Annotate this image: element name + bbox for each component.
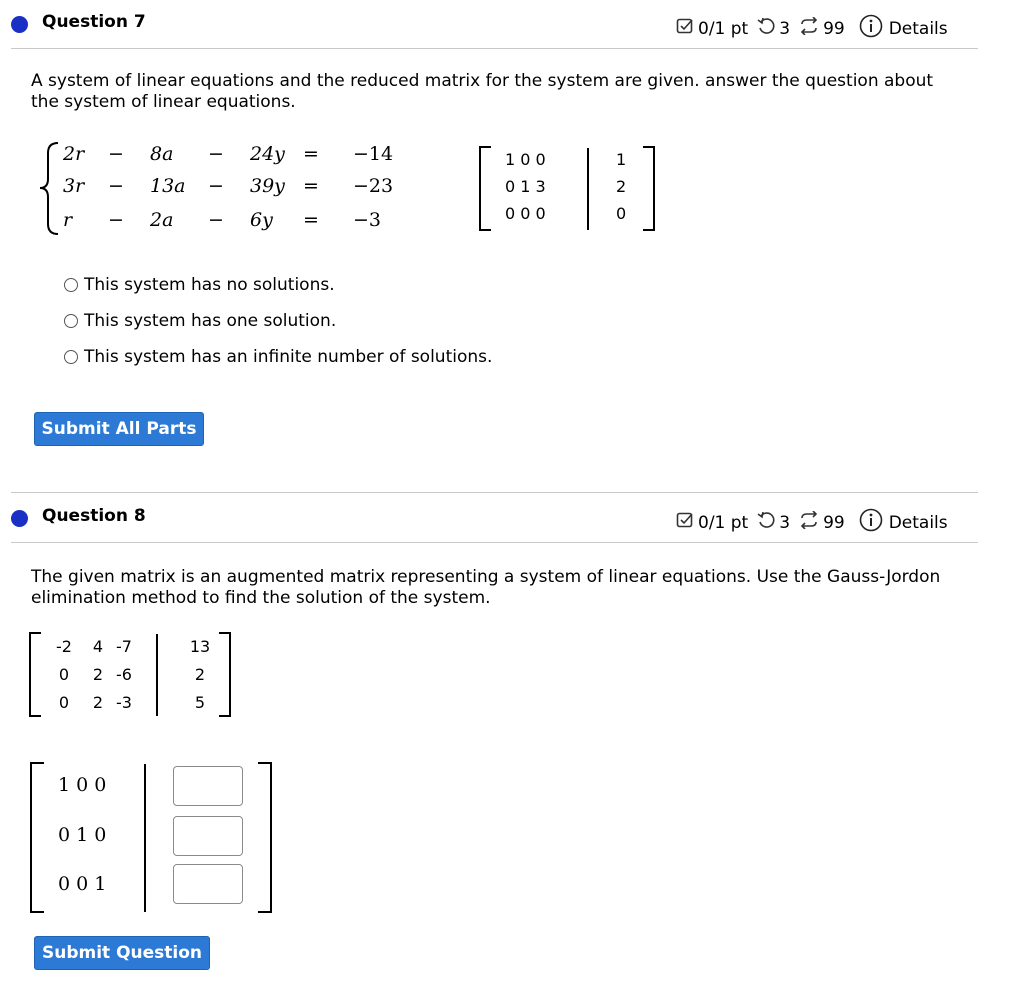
equation-term: 2a [150, 209, 174, 231]
option-no-solutions[interactable] [64, 275, 492, 295]
submit-question-button[interactable]: Submit Question [34, 936, 210, 970]
repeat-icon [799, 17, 819, 40]
question-7-title: Question 7 [42, 12, 146, 32]
radio-button[interactable] [64, 314, 78, 328]
repeat-icon [799, 511, 819, 534]
option-label: This system has no solutions. [84, 275, 335, 295]
given-const: 13 [189, 637, 211, 656]
answer-input-2[interactable] [173, 816, 243, 856]
equation-term: − [208, 209, 224, 231]
equation-term: 3r [63, 175, 85, 197]
reduced-const: 2 [616, 177, 627, 196]
given-coeff: -2 [56, 637, 72, 656]
given-matrix [29, 632, 231, 717]
radio-button[interactable] [64, 278, 78, 292]
score-text: 0/1 pt [698, 512, 749, 533]
reduced-matrix [479, 146, 655, 231]
equation-term: − [108, 209, 124, 231]
given-coeff: 0 [58, 665, 70, 684]
question-7-meta [676, 14, 948, 43]
checkbox-icon [676, 17, 694, 40]
question-8-prompt: The given matrix is an augmented matrix representing a system of linear equations. Use the Gauss-Jordon elimination method to find the solution of the system. [31, 567, 941, 608]
left-bracket [30, 762, 44, 913]
equation-term: −23 [353, 175, 394, 197]
given-coeff: -6 [116, 665, 132, 684]
augment-line [156, 634, 158, 716]
reduced-coeff-row: 0 0 0 [505, 204, 546, 223]
equation-term: = [303, 209, 319, 231]
given-coeff: -3 [116, 693, 132, 712]
equation-term: = [303, 175, 319, 197]
given-coeff: 2 [92, 665, 104, 684]
retry-icon [757, 511, 775, 534]
augment-line [587, 148, 589, 230]
equation-term: − [208, 143, 224, 165]
question-7-prompt: A system of linear equations and the reduced matrix for the system are given. answer the question about the system of linear equations. [31, 71, 934, 112]
right-bracket [219, 632, 231, 717]
retries-count: 3 [779, 18, 791, 39]
reduced-coeff-row: 0 1 3 [505, 177, 546, 196]
given-coeff: -7 [116, 637, 132, 656]
attempts-count: 99 [823, 18, 845, 39]
equation-term: − [208, 175, 224, 197]
equation-term: 6y [250, 209, 273, 231]
left-bracket [479, 146, 491, 231]
option-one-solution[interactable] [64, 311, 492, 331]
info-icon[interactable] [859, 508, 883, 537]
retries-count: 3 [779, 512, 791, 533]
retry-icon [757, 17, 775, 40]
equation-term: −3 [353, 209, 382, 231]
info-icon[interactable] [859, 14, 883, 43]
given-coeff: 4 [92, 637, 104, 656]
given-const: 5 [194, 693, 206, 712]
equation-term: 39y [250, 175, 285, 197]
given-coeff: 2 [92, 693, 104, 712]
option-label: This system has an infinite number of solutions. [84, 347, 493, 367]
answer-input-1[interactable] [173, 766, 243, 806]
score-text: 0/1 pt [698, 18, 749, 39]
reduced-const: 1 [616, 150, 627, 169]
answer-input-3[interactable] [173, 864, 243, 904]
augment-line [144, 764, 146, 912]
details-link[interactable]: Details [888, 18, 948, 39]
option-infinite-solutions[interactable] [64, 347, 492, 367]
equation-term: 24y [250, 143, 285, 165]
equation-term: 2r [63, 143, 85, 165]
question-8-status-dot [11, 510, 28, 527]
equation-term: − [108, 175, 124, 197]
given-coeff: 0 [58, 693, 70, 712]
question-8-title: Question 8 [42, 506, 146, 526]
left-bracket [29, 632, 41, 717]
checkbox-icon [676, 511, 694, 534]
identity-row: 0 0 1 [58, 873, 107, 895]
given-const: 2 [194, 665, 206, 684]
identity-row: 1 0 0 [58, 774, 107, 796]
equation-term: − [108, 143, 124, 165]
equation-term: −14 [353, 143, 394, 165]
equation-term: 8a [150, 143, 174, 165]
question-7-status-dot [11, 16, 28, 33]
question-8-divider [11, 542, 978, 543]
answer-matrix [30, 762, 272, 913]
reduced-coeff-row: 1 0 0 [505, 150, 546, 169]
reduced-const: 0 [616, 204, 627, 223]
submit-all-parts-button[interactable]: Submit All Parts [34, 412, 204, 446]
question-8-top-divider [11, 492, 978, 493]
question-7-divider [11, 48, 978, 49]
left-brace [38, 141, 62, 236]
option-label: This system has one solution. [84, 311, 337, 331]
answer-options [64, 275, 492, 367]
details-link[interactable]: Details [888, 512, 948, 533]
equation-system [38, 141, 458, 236]
equation-term: = [303, 143, 319, 165]
question-8-meta [676, 508, 948, 537]
right-bracket [258, 762, 272, 913]
equation-term: 13a [150, 175, 186, 197]
identity-row: 0 1 0 [58, 824, 107, 846]
equation-term: r [63, 209, 73, 231]
attempts-count: 99 [823, 512, 845, 533]
radio-button[interactable] [64, 350, 78, 364]
right-bracket [643, 146, 655, 231]
